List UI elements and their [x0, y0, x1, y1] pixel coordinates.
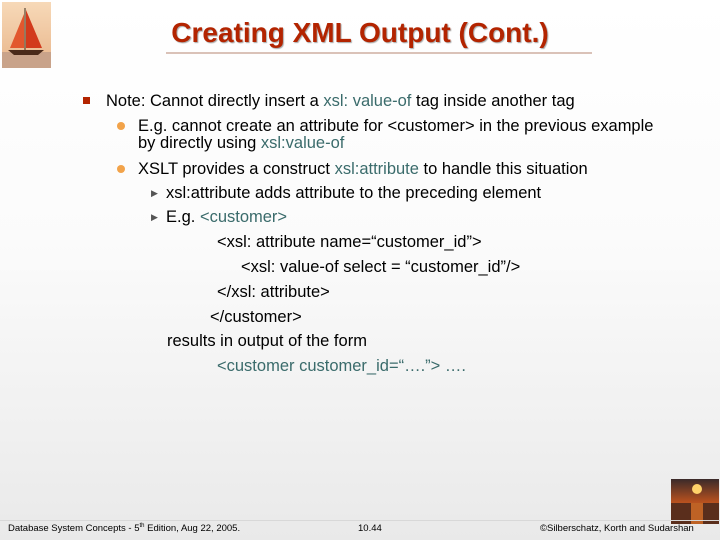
- sub2-suffix: to handle this situation: [418, 160, 588, 178]
- footer-left: [8, 523, 240, 534]
- footer-left-rest: Edition, Aug 22, 2005.: [144, 523, 241, 535]
- sub2b-highlight: <customer>: [199, 208, 288, 226]
- bullet-square-icon: [83, 97, 90, 104]
- footer-left-sup: th: [139, 523, 145, 529]
- bullet-dot-icon: [117, 165, 125, 173]
- sub1-line1: E.g. cannot create an attribute for <customer> in the previous example: [138, 117, 654, 135]
- note-highlight: xsl: value-of: [323, 92, 412, 110]
- footer-page-number: 10.44: [358, 523, 382, 534]
- note-suffix: tag inside another tag: [411, 92, 575, 110]
- note-prefix: Note: Cannot directly insert a: [106, 92, 324, 110]
- footer-copyright: ©Silberschatz, Korth and Sudarshan: [540, 523, 694, 534]
- code-line: <xsl: value-of select = “customer_id”/>: [241, 258, 521, 276]
- sub1-line2-prefix: by directly using: [138, 134, 261, 152]
- bullet-triangle-icon: ▶: [151, 212, 158, 222]
- bullet-dot-icon: [117, 122, 125, 130]
- sub2b-line: [166, 208, 287, 227]
- output-line: <customer customer_id=“….”> ….: [217, 357, 466, 375]
- note-line: [106, 92, 575, 111]
- code-line: </customer>: [210, 308, 302, 326]
- bullet-triangle-icon: ▶: [151, 188, 158, 198]
- footer-divider: [0, 520, 720, 521]
- code-line: </xsl: attribute>: [217, 283, 330, 301]
- title-underline: [166, 52, 592, 54]
- sub2-line: [138, 160, 588, 179]
- sunset-icon: [671, 479, 719, 524]
- code-line: <xsl: attribute name=“customer_id”>: [217, 233, 482, 251]
- sub2-highlight: xsl:attribute: [334, 160, 419, 178]
- footer-left-text: Database System Concepts - 5: [8, 523, 140, 535]
- results-text: results in output of the form: [167, 332, 367, 350]
- sub2-prefix: XSLT provides a construct: [138, 160, 335, 178]
- sub1-line2-highlight: xsl:value-of: [260, 134, 345, 152]
- sub2a-line: xsl:attribute adds attribute to the preceding element: [166, 184, 542, 202]
- slide-title: Creating XML Output (Cont.): [171, 17, 549, 48]
- sub1-line2: [138, 134, 344, 153]
- sub2b-prefix: E.g.: [166, 208, 200, 226]
